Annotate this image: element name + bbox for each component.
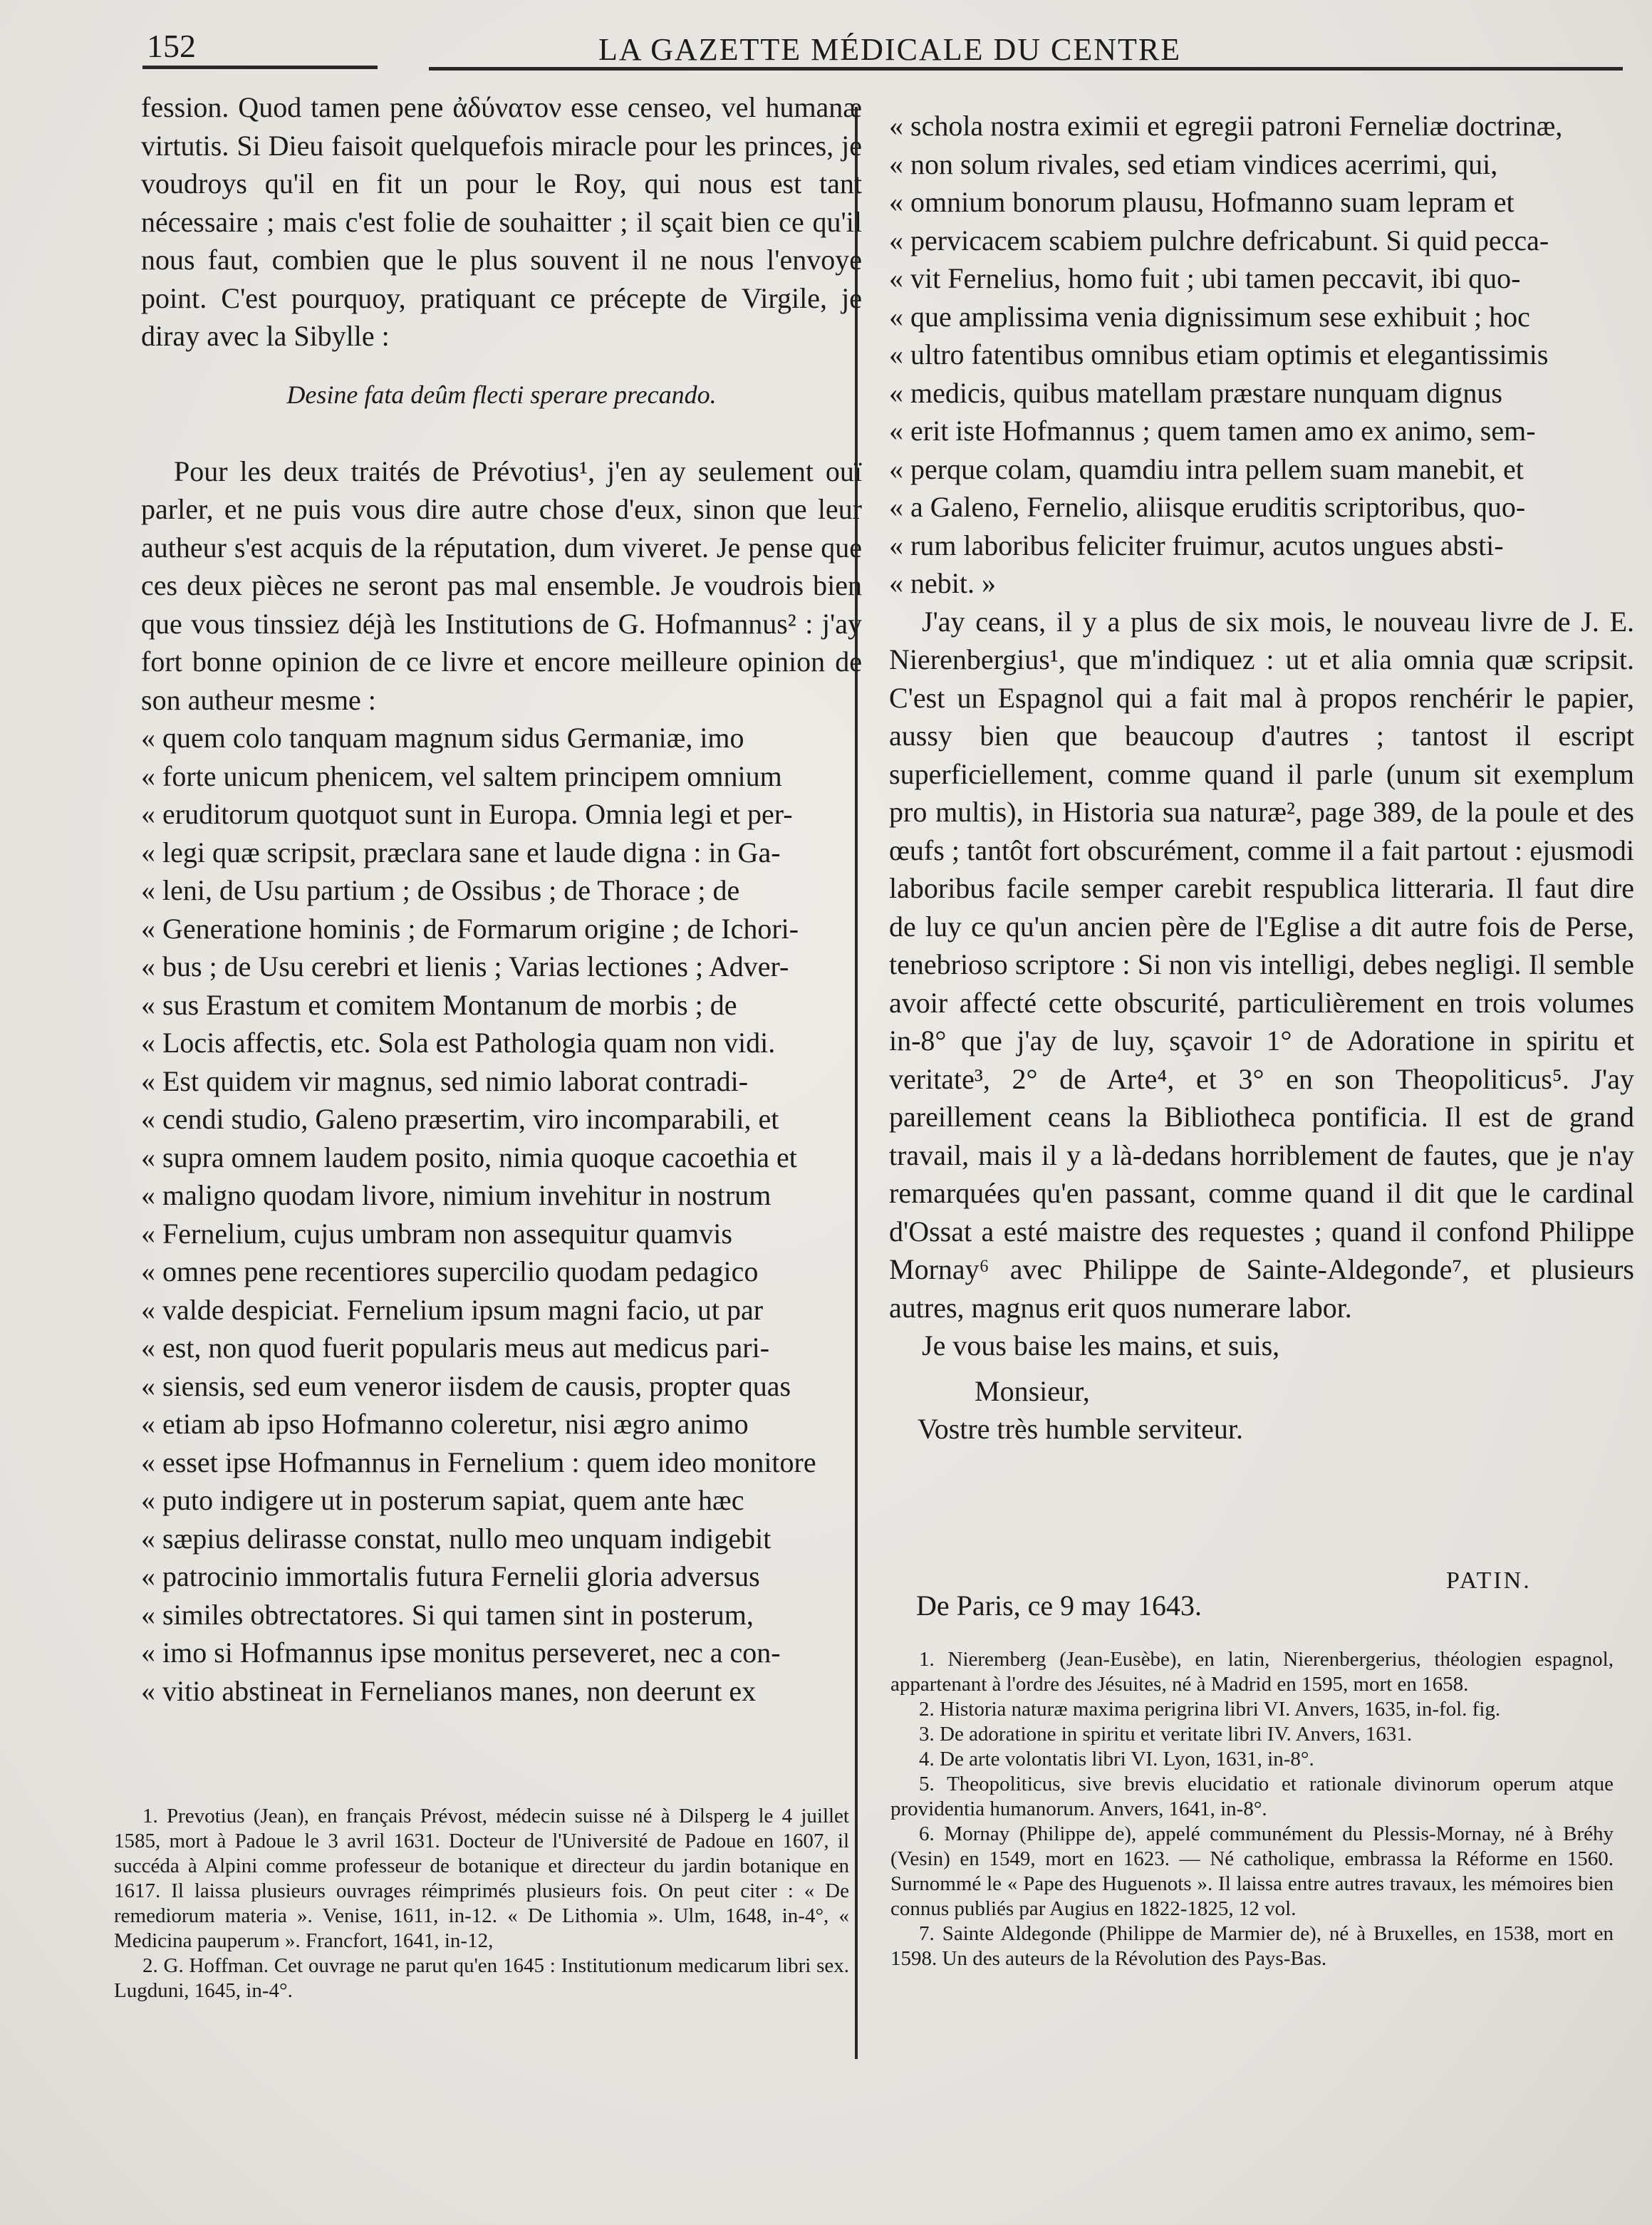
footnote: 6. Mornay (Philippe de), appelé communément du Plessis-Mornay, né à Bréhy (Vesin) en 1549, mort en 1623. — Né catholique, embrassa la Réforme en 1560. Surnommé le « Pape des Huguenots ». Il laissa entre autres travaux, les mémoires bien connus publiés par Augius en 1822-1825, 12 vol.	[890, 1822, 1614, 1920]
right-paragraph-2: Je vous baise les mains, et suis,	[922, 1329, 1280, 1362]
page-header	[142, 23, 1624, 66]
quote-line: « erit iste Hofmannus ; quem tamen amo ex animo, sem-	[889, 415, 1536, 447]
left-paragraph-1: fession. Quod tamen pene ἀδύνατον esse censeo, vel humanæ virtutis. Si Dieu faisoit quelquefois miracle pour les princes, je voudroys qu'il en fit un pour le Roy, qui nous est tant nécessaire ; mais c'est folie de souhaitter ; il sçait bien ce qu'il nous faut, combien que le plus souvent il ne nous l'envoye point. C'est pourquoy, pratiquant ce précepte de Virgile, je diray avec la Sibylle :	[141, 91, 862, 352]
quote-line: « pervicacem scabiem pulchre defricabunt. Si quid pecca-	[889, 224, 1549, 256]
quote-line: « siensis, sed eum veneror iisdem de causis, propter quas	[141, 1369, 791, 1402]
quote-line: « schola nostra eximii et egregii patroni Ferneliæ doctrinæ,	[889, 110, 1563, 142]
footnote: 7. Sainte Aldegonde (Philippe de Marmier de), né à Bruxelles, en 1538, mort en 1598. Un des auteurs de la Révolution des Pays-Bas.	[890, 1922, 1614, 1970]
left-paragraph-2: Pour les deux traités de Prévotius¹, j'en ay seulement ouï parler, et ne puis vous dire autre chose d'eux, sinon que leur autheur s'est acquis de la réputation, dum viveret. Je pense que ces deux pièces ne seront pas mal ensemble. Je voudrois bien que vous tinssiez déjà les Institutions de G. Hofmannus² : j'ay fort bonne opinion de ce livre et encore meilleure opinion de son autheur mesme :	[141, 455, 862, 716]
quote-line: « est, non quod fuerit popularis meus aut medicus pari-	[141, 1332, 770, 1364]
quote-line: « supra omnem laudem posito, nimia quoque cacoethia et	[141, 1141, 797, 1173]
quote-line: « etiam ab ipso Hofmanno coleretur, nisi ægro animo	[141, 1408, 749, 1440]
right-column	[889, 107, 1634, 1448]
footnote-2-left: 2. G. Hoffman. Cet ouvrage ne parut qu'en 1645 : Institutionum medicarum libri sex. Lugduni, 1645, in-4°.	[114, 1954, 849, 2002]
virgil-verse: Desine fata deûm flecti sperare precando.	[286, 380, 717, 409]
quote-line: « leni, de Usu partium ; de Ossibus ; de Thorace ; de	[141, 874, 740, 906]
footnote: 5. Theopoliticus, sive brevis elucidatio et rationale divinorum operum atque providentia humanorum. Anvers, 1641, in-8°.	[890, 1773, 1614, 1820]
quote-line: « medicis, quibus matellam præstare nunquam dignus	[889, 376, 1502, 409]
quote-line: « Est quidem vir magnus, sed nimio laborat contradi-	[141, 1064, 749, 1097]
left-column	[141, 88, 862, 1710]
signature: PATIN.	[1446, 1567, 1532, 1594]
journal-title: LA GAZETTE MÉDICALE DU CENTRE	[598, 32, 1182, 67]
quote-line: « que amplissima venia dignissimum sese exhibuit ; hoc	[889, 300, 1530, 333]
latin-quote-left	[141, 719, 862, 1710]
quote-line: « Generatione hominis ; de Formarum origine ; de Ichori-	[141, 912, 799, 945]
quote-line: « ultro fatentibus omnibus etiam optimis et elegantissimis	[889, 338, 1549, 370]
quote-line: « eruditorum quotquot sunt in Europa. Omnia legi et per-	[141, 798, 793, 830]
quote-line: « legi quæ scripsit, præclara sane et laude digna : in Ga-	[141, 836, 781, 868]
quote-line: « a Galeno, Fernelio, aliisque eruditis scriptoribus, quo-	[889, 491, 1526, 523]
quote-line: « omnium bonorum plausu, Hofmanno suam lepram et	[889, 186, 1515, 218]
left-footnotes	[114, 1804, 849, 2003]
footnote: 1. Nieremberg (Jean-Eusèbe), en latin, Nierenbergerius, théologien espagnol, appartenant à l'ordre des Jésuites, né à Madrid en 1595, mort en 1658.	[890, 1648, 1614, 1696]
header-rule-right	[429, 67, 1623, 71]
quote-line: « valde despiciat. Fernelium ipsum magni facio, ut par	[141, 1293, 764, 1326]
footnote: 2. Historia naturæ maxima perigrina libri VI. Anvers, 1635, in-fol. fig.	[919, 1698, 1501, 1721]
quote-line: « vit Fernelius, homo fuit ; ubi tamen peccavit, ibi quo-	[889, 262, 1521, 294]
quote-line: « similes obtrectatores. Si qui tamen sint in posterum,	[141, 1598, 754, 1631]
right-footnotes	[890, 1647, 1614, 1971]
salutation: Monsieur,	[975, 1374, 1090, 1407]
letter-date: De Paris, ce 9 may 1643.	[916, 1589, 1202, 1622]
latin-quote-right	[889, 107, 1634, 603]
quote-line: « esset ipse Hofmannus in Fernelium : quem ideo monitore	[141, 1446, 816, 1478]
quote-line: « sæpius delirasse constat, nullo meo unquam indigebit	[141, 1522, 772, 1555]
quote-line: « cendi studio, Galeno præsertim, viro incomparabili, et	[141, 1103, 779, 1135]
quote-line: « quem colo tanquam magnum sidus Germaniæ, imo	[141, 722, 744, 754]
quote-line: « perque colam, quamdiu intra pellem suam manebit, et	[889, 452, 1524, 485]
header-rule-left	[142, 66, 378, 69]
page-number: 152	[147, 28, 196, 64]
quote-line: « Locis affectis, etc. Sola est Pathologia quam non vidi.	[141, 1027, 776, 1059]
quote-line: « imo si Hofmannus ipse monitus perseveret, nec a con-	[141, 1637, 781, 1669]
quote-line: « rum laboribus feliciter fruimur, acutos ungues absti-	[889, 529, 1504, 561]
quote-line: « vitio abstineat in Fernelianos manes, non deerunt ex	[141, 1674, 757, 1707]
quote-line: « patrocinio immortalis futura Fernelii gloria adversus	[141, 1560, 760, 1592]
footnote: 4. De arte volontatis libri VI. Lyon, 1631, in-8°.	[919, 1748, 1314, 1770]
closing: Vostre très humble serviteur.	[918, 1412, 1243, 1445]
quote-line: « non solum rivales, sed etiam vindices acerrimi, qui,	[889, 147, 1498, 180]
quote-line: « maligno quodam livore, nimium invehitur in nostrum	[141, 1179, 772, 1211]
quote-line: « puto indigere ut in posterum sapiat, quem ante hæc	[141, 1484, 744, 1516]
right-paragraph-1: J'ay ceans, il y a plus de six mois, le nouveau livre de J. E. Nierenbergius¹, que m'indiquez : ut et alia omnia quæ scripsit. C'est un Espagnol qui a fait mal à propos renchérir le papier, aussy bien que beaucoup d'autres ; tantost il escript superficiellement, comme quand il parle (unum sit exemplum pro multis), in Historia sua naturæ², page 389, de la poule et des œufs ; tantôt fort obscurément, comme il a fait partout : ejusmodi laboribus facile semper carebit respublica litteraria. Il faut dire de luy ce qu'un ancien père de l'Eglise a dit autre fois de Perse, tenebrioso scriptore : Si non vis intelligi, debes negligi. Il semble avoir affecté cette obscurité, particulièrement en trois volumes in-8° que j'ay de luy, sçavoir 1° de Adoratione in spiritu et veritate³, 2° de Arte⁴, et 3° en son Theopoliticus⁵. J'ay pareillement ceans la Bibliotheca pontificia. Il est de grand travail, mais il y a là-dedans horriblement de fautes, que je n'ay remarquées qu'en passant, comme quand il dit que le cardinal d'Ossat a esté maistre des requestes ; quand il confond Philippe Mornay⁶ avec Philippe de Sainte-Aldegonde⁷, et plusieurs autres, magnus erit quos numerare labor.	[889, 605, 1634, 1324]
quote-line: « forte unicum phenicem, vel saltem principem omnium	[141, 759, 782, 792]
quote-line: « sus Erastum et comitem Montanum de morbis ; de	[141, 988, 737, 1021]
footnote-1-left: 1. Prevotius (Jean), en français Prévost, médecin suisse né à Dilsperg le 4 juillet 1585, mort à Padoue le 3 avril 1631. Docteur de l'Université de Padoue en 1607, il succéda à Alpini comme professeur de botanique et directeur du jardin botanique en 1617. Il laissa plusieurs ouvrages réimprimés plusieurs fois. On peut citer : « De remediorum materia ». Venise, 1611, in-12. « De Lithomia ». Ulm, 1648, in-4°, « Medicina pauperum ». Francfort, 1641, in-12,	[114, 1805, 849, 1952]
quote-line: « nebit. »	[889, 567, 996, 599]
footnote: 3. De adoratione in spiritu et veritate libri IV. Anvers, 1631.	[919, 1723, 1413, 1746]
quote-line: « Fernelium, cujus umbram non assequitur quamvis	[141, 1217, 732, 1250]
quote-line: « bus ; de Usu cerebri et lienis ; Varias lectiones ; Adver-	[141, 950, 789, 982]
quote-line: « omnes pene recentiores supercilio quodam pedagico	[141, 1255, 759, 1287]
